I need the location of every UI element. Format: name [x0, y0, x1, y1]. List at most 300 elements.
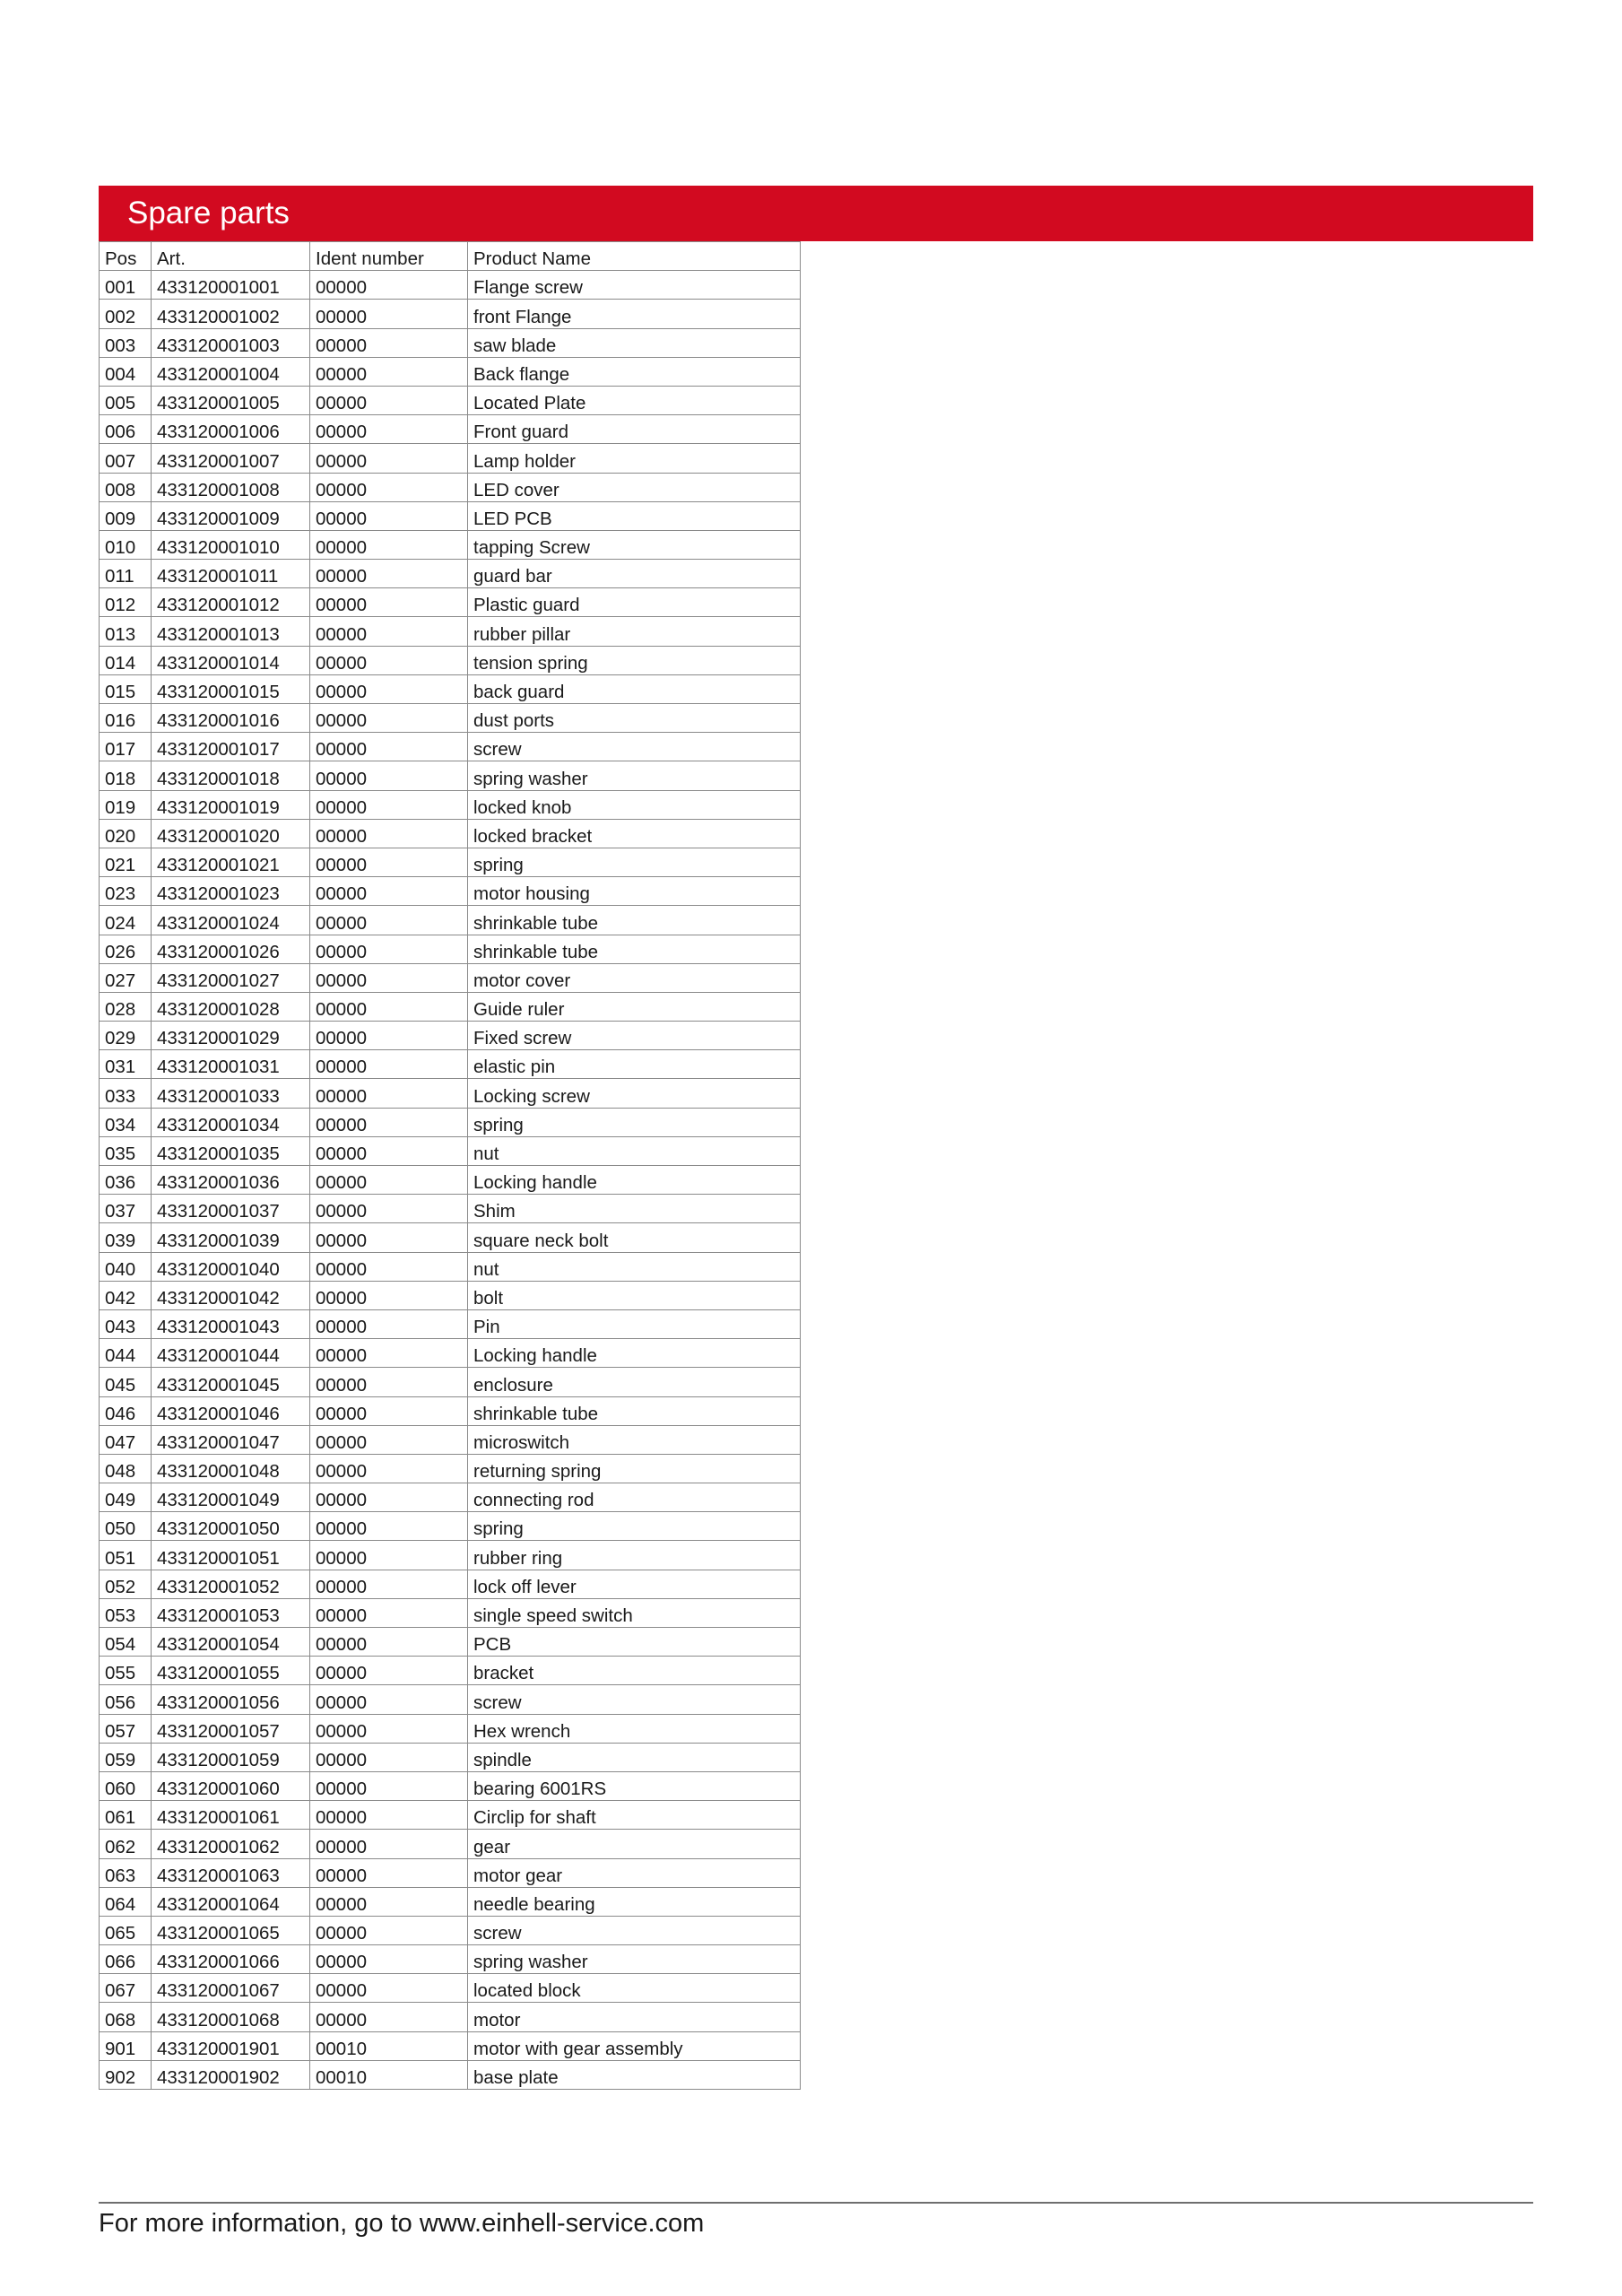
cell-art: 433120001018 — [152, 761, 310, 790]
cell-pos: 015 — [100, 674, 152, 703]
table-row — [100, 530, 801, 559]
cell-art: 433120001027 — [152, 963, 310, 992]
cell-pos: 901 — [100, 2031, 152, 2060]
cell-art: 433120001008 — [152, 473, 310, 501]
cell-ident-number: 00000 — [310, 617, 468, 646]
cell-ident-number: 00000 — [310, 1223, 468, 1252]
cell-pos: 026 — [100, 935, 152, 963]
cell-art: 433120001065 — [152, 1916, 310, 1944]
cell-product-name: bracket — [468, 1657, 801, 1685]
cell-pos: 050 — [100, 1512, 152, 1541]
cell-art: 433120001014 — [152, 646, 310, 674]
table-row — [100, 906, 801, 935]
cell-product-name: Circlip for shaft — [468, 1801, 801, 1830]
cell-art: 433120001028 — [152, 992, 310, 1021]
table-row — [100, 1252, 801, 1281]
cell-ident-number: 00000 — [310, 1195, 468, 1223]
cell-art: 433120001048 — [152, 1454, 310, 1483]
cell-pos: 063 — [100, 1858, 152, 1887]
cell-pos: 051 — [100, 1541, 152, 1570]
cell-product-name: screw — [468, 1916, 801, 1944]
section-header-bar — [99, 186, 1533, 241]
cell-ident-number: 00000 — [310, 501, 468, 530]
table-row — [100, 1454, 801, 1483]
cell-pos: 001 — [100, 271, 152, 300]
table-row — [100, 1195, 801, 1223]
table-row — [100, 761, 801, 790]
cell-product-name: single speed switch — [468, 1598, 801, 1627]
cell-pos: 057 — [100, 1714, 152, 1743]
cell-ident-number: 00000 — [310, 328, 468, 357]
cell-ident-number: 00000 — [310, 588, 468, 617]
cell-ident-number: 00000 — [310, 300, 468, 328]
table-row — [100, 646, 801, 674]
cell-product-name: motor with gear assembly — [468, 2031, 801, 2060]
cell-ident-number: 00000 — [310, 386, 468, 414]
cell-art: 433120001050 — [152, 1512, 310, 1541]
cell-product-name: shrinkable tube — [468, 1396, 801, 1425]
footer-info-text: For more information, go to www.einhell-service.com — [99, 2209, 705, 2238]
cell-product-name: Hex wrench — [468, 1714, 801, 1743]
cell-product-name: shrinkable tube — [468, 906, 801, 935]
cell-pos: 023 — [100, 877, 152, 906]
cell-product-name: rubber pillar — [468, 617, 801, 646]
cell-art: 433120001049 — [152, 1483, 310, 1512]
cell-product-name: dust ports — [468, 704, 801, 733]
column-header-pos: Pos — [100, 242, 152, 271]
table-row — [100, 560, 801, 588]
table-row — [100, 501, 801, 530]
cell-pos: 066 — [100, 1945, 152, 1974]
cell-product-name: enclosure — [468, 1368, 801, 1396]
cell-art: 433120001035 — [152, 1136, 310, 1165]
cell-pos: 006 — [100, 415, 152, 444]
cell-art: 433120001057 — [152, 1714, 310, 1743]
cell-art: 433120001040 — [152, 1252, 310, 1281]
cell-pos: 002 — [100, 300, 152, 328]
cell-ident-number: 00000 — [310, 1309, 468, 1338]
cell-product-name: square neck bolt — [468, 1223, 801, 1252]
cell-product-name: Pin — [468, 1309, 801, 1338]
cell-product-name: motor cover — [468, 963, 801, 992]
cell-pos: 045 — [100, 1368, 152, 1396]
cell-pos: 060 — [100, 1771, 152, 1800]
cell-pos: 020 — [100, 819, 152, 848]
cell-product-name: nut — [468, 1136, 801, 1165]
cell-pos: 047 — [100, 1425, 152, 1454]
cell-product-name: Back flange — [468, 357, 801, 386]
table-row — [100, 1108, 801, 1136]
cell-pos: 003 — [100, 328, 152, 357]
cell-pos: 012 — [100, 588, 152, 617]
cell-pos: 013 — [100, 617, 152, 646]
cell-product-name: LED PCB — [468, 501, 801, 530]
cell-art: 433120001031 — [152, 1050, 310, 1079]
cell-pos: 031 — [100, 1050, 152, 1079]
table-row — [100, 2060, 801, 2089]
cell-product-name: front Flange — [468, 300, 801, 328]
cell-art: 433120001046 — [152, 1396, 310, 1425]
table-row — [100, 1339, 801, 1368]
cell-ident-number: 00000 — [310, 1050, 468, 1079]
cell-pos: 902 — [100, 2060, 152, 2089]
cell-product-name: spring — [468, 1512, 801, 1541]
table-row — [100, 1309, 801, 1338]
cell-product-name: needle bearing — [468, 1887, 801, 1916]
cell-ident-number: 00000 — [310, 2003, 468, 2031]
table-row — [100, 1830, 801, 1858]
cell-pos: 004 — [100, 357, 152, 386]
table-row — [100, 300, 801, 328]
cell-ident-number: 00000 — [310, 1771, 468, 1800]
table-row — [100, 935, 801, 963]
cell-art: 433120001067 — [152, 1974, 310, 2003]
table-row — [100, 2003, 801, 2031]
cell-product-name: Locking screw — [468, 1079, 801, 1108]
table-row — [100, 1657, 801, 1685]
table-row — [100, 328, 801, 357]
table-row — [100, 357, 801, 386]
cell-art: 433120001047 — [152, 1425, 310, 1454]
table-row — [100, 617, 801, 646]
cell-product-name: saw blade — [468, 328, 801, 357]
table-row — [100, 1483, 801, 1512]
table-row — [100, 1945, 801, 1974]
cell-ident-number: 00000 — [310, 935, 468, 963]
cell-art: 433120001005 — [152, 386, 310, 414]
table-row — [100, 790, 801, 819]
cell-product-name: spring washer — [468, 1945, 801, 1974]
cell-product-name: Plastic guard — [468, 588, 801, 617]
cell-product-name: Guide ruler — [468, 992, 801, 1021]
cell-ident-number: 00000 — [310, 1454, 468, 1483]
cell-ident-number: 00000 — [310, 1887, 468, 1916]
cell-ident-number: 00000 — [310, 1339, 468, 1368]
cell-product-name: locked knob — [468, 790, 801, 819]
cell-pos: 044 — [100, 1339, 152, 1368]
cell-art: 433120001010 — [152, 530, 310, 559]
table-row — [100, 992, 801, 1021]
table-row — [100, 1771, 801, 1800]
cell-ident-number: 00000 — [310, 790, 468, 819]
cell-art: 433120001052 — [152, 1570, 310, 1598]
cell-pos: 065 — [100, 1916, 152, 1944]
table-row — [100, 1598, 801, 1627]
cell-ident-number: 00000 — [310, 992, 468, 1021]
table-row — [100, 733, 801, 761]
cell-ident-number: 00000 — [310, 1136, 468, 1165]
cell-pos: 011 — [100, 560, 152, 588]
cell-product-name: tapping Screw — [468, 530, 801, 559]
table-row — [100, 271, 801, 300]
cell-product-name: Locking handle — [468, 1339, 801, 1368]
section-title: Spare parts — [127, 196, 290, 230]
cell-art: 433120001902 — [152, 2060, 310, 2089]
table-row — [100, 704, 801, 733]
cell-art: 433120001068 — [152, 2003, 310, 2031]
cell-art: 433120001064 — [152, 1887, 310, 1916]
cell-pos: 034 — [100, 1108, 152, 1136]
cell-ident-number: 00000 — [310, 1281, 468, 1309]
cell-art: 433120001021 — [152, 848, 310, 876]
cell-art: 433120001060 — [152, 1771, 310, 1800]
cell-ident-number: 00000 — [310, 530, 468, 559]
cell-ident-number: 00000 — [310, 1166, 468, 1195]
table-row — [100, 415, 801, 444]
cell-product-name: screw — [468, 733, 801, 761]
cell-product-name: Front guard — [468, 415, 801, 444]
cell-art: 433120001066 — [152, 1945, 310, 1974]
cell-ident-number: 00000 — [310, 560, 468, 588]
cell-product-name: base plate — [468, 2060, 801, 2089]
cell-art: 433120001020 — [152, 819, 310, 848]
cell-art: 433120001015 — [152, 674, 310, 703]
table-row — [100, 1974, 801, 2003]
cell-pos: 017 — [100, 733, 152, 761]
table-row — [100, 1570, 801, 1598]
table-row — [100, 1628, 801, 1657]
cell-ident-number: 00000 — [310, 646, 468, 674]
cell-product-name: rubber ring — [468, 1541, 801, 1570]
cell-ident-number: 00000 — [310, 1858, 468, 1887]
cell-art: 433120001007 — [152, 444, 310, 473]
cell-product-name: located block — [468, 1974, 801, 2003]
cell-art: 433120001045 — [152, 1368, 310, 1396]
cell-pos: 035 — [100, 1136, 152, 1165]
cell-product-name: screw — [468, 1685, 801, 1714]
table-row — [100, 1223, 801, 1252]
cell-product-name: bearing 6001RS — [468, 1771, 801, 1800]
cell-ident-number: 00000 — [310, 357, 468, 386]
cell-art: 433120001056 — [152, 1685, 310, 1714]
table-row — [100, 963, 801, 992]
cell-product-name: spring — [468, 1108, 801, 1136]
cell-ident-number: 00000 — [310, 761, 468, 790]
cell-pos: 007 — [100, 444, 152, 473]
cell-ident-number: 00000 — [310, 473, 468, 501]
cell-product-name: lock off lever — [468, 1570, 801, 1598]
cell-product-name: Shim — [468, 1195, 801, 1223]
table-row — [100, 1396, 801, 1425]
cell-ident-number: 00000 — [310, 1685, 468, 1714]
cell-pos: 010 — [100, 530, 152, 559]
table-row — [100, 1512, 801, 1541]
cell-product-name: microswitch — [468, 1425, 801, 1454]
cell-pos: 029 — [100, 1022, 152, 1050]
cell-pos: 059 — [100, 1743, 152, 1771]
cell-ident-number: 00010 — [310, 2060, 468, 2089]
cell-product-name: guard bar — [468, 560, 801, 588]
cell-ident-number: 00000 — [310, 704, 468, 733]
cell-art: 433120001004 — [152, 357, 310, 386]
cell-ident-number: 00000 — [310, 444, 468, 473]
cell-pos: 024 — [100, 906, 152, 935]
cell-art: 433120001042 — [152, 1281, 310, 1309]
cell-ident-number: 00000 — [310, 1022, 468, 1050]
cell-ident-number: 00000 — [310, 963, 468, 992]
cell-pos: 033 — [100, 1079, 152, 1108]
table-row — [100, 1136, 801, 1165]
cell-pos: 048 — [100, 1454, 152, 1483]
cell-pos: 054 — [100, 1628, 152, 1657]
cell-art: 433120001006 — [152, 415, 310, 444]
cell-art: 433120001003 — [152, 328, 310, 357]
cell-pos: 018 — [100, 761, 152, 790]
table-row — [100, 473, 801, 501]
cell-pos: 043 — [100, 1309, 152, 1338]
table-row — [100, 819, 801, 848]
cell-ident-number: 00000 — [310, 415, 468, 444]
table-row — [100, 2031, 801, 2060]
cell-art: 433120001024 — [152, 906, 310, 935]
cell-art: 433120001039 — [152, 1223, 310, 1252]
table-row — [100, 588, 801, 617]
cell-ident-number: 00000 — [310, 906, 468, 935]
cell-product-name: Lamp holder — [468, 444, 801, 473]
table-row — [100, 1887, 801, 1916]
cell-ident-number: 00000 — [310, 1714, 468, 1743]
cell-pos: 053 — [100, 1598, 152, 1627]
cell-art: 433120001062 — [152, 1830, 310, 1858]
cell-pos: 036 — [100, 1166, 152, 1195]
cell-ident-number: 00000 — [310, 1512, 468, 1541]
cell-pos: 067 — [100, 1974, 152, 2003]
table-row — [100, 1281, 801, 1309]
cell-art: 433120001026 — [152, 935, 310, 963]
cell-ident-number: 00000 — [310, 1570, 468, 1598]
cell-art: 433120001034 — [152, 1108, 310, 1136]
cell-ident-number: 00000 — [310, 1974, 468, 2003]
table-row — [100, 1685, 801, 1714]
cell-art: 433120001019 — [152, 790, 310, 819]
cell-ident-number: 00000 — [310, 271, 468, 300]
cell-pos: 049 — [100, 1483, 152, 1512]
cell-pos: 046 — [100, 1396, 152, 1425]
table-row — [100, 1916, 801, 1944]
cell-ident-number: 00000 — [310, 1830, 468, 1858]
cell-art: 433120001002 — [152, 300, 310, 328]
cell-pos: 052 — [100, 1570, 152, 1598]
cell-art: 433120001901 — [152, 2031, 310, 2060]
cell-product-name: Located Plate — [468, 386, 801, 414]
cell-ident-number: 00000 — [310, 848, 468, 876]
cell-art: 433120001011 — [152, 560, 310, 588]
cell-product-name: spindle — [468, 1743, 801, 1771]
cell-art: 433120001055 — [152, 1657, 310, 1685]
cell-product-name: elastic pin — [468, 1050, 801, 1079]
table-row — [100, 877, 801, 906]
cell-product-name: Locking handle — [468, 1166, 801, 1195]
cell-ident-number: 00000 — [310, 1945, 468, 1974]
cell-ident-number: 00000 — [310, 1743, 468, 1771]
cell-pos: 040 — [100, 1252, 152, 1281]
cell-ident-number: 00000 — [310, 819, 468, 848]
cell-art: 433120001013 — [152, 617, 310, 646]
cell-art: 433120001033 — [152, 1079, 310, 1108]
cell-product-name: locked bracket — [468, 819, 801, 848]
cell-product-name: tension spring — [468, 646, 801, 674]
cell-pos: 016 — [100, 704, 152, 733]
cell-ident-number: 00000 — [310, 1108, 468, 1136]
cell-product-name: returning spring — [468, 1454, 801, 1483]
cell-product-name: Fixed screw — [468, 1022, 801, 1050]
cell-art: 433120001029 — [152, 1022, 310, 1050]
cell-ident-number: 00000 — [310, 1801, 468, 1830]
cell-pos: 037 — [100, 1195, 152, 1223]
column-header-ident-number: Ident number — [310, 242, 468, 271]
table-row — [100, 1079, 801, 1108]
cell-product-name: spring washer — [468, 761, 801, 790]
cell-pos: 009 — [100, 501, 152, 530]
table-row — [100, 1801, 801, 1830]
cell-art: 433120001016 — [152, 704, 310, 733]
cell-art: 433120001054 — [152, 1628, 310, 1657]
cell-art: 433120001053 — [152, 1598, 310, 1627]
table-row — [100, 1425, 801, 1454]
cell-art: 433120001017 — [152, 733, 310, 761]
cell-ident-number: 00000 — [310, 1598, 468, 1627]
cell-product-name: nut — [468, 1252, 801, 1281]
table-row — [100, 1050, 801, 1079]
table-header-row — [100, 242, 801, 271]
table-row — [100, 1166, 801, 1195]
spare-parts-table — [99, 241, 801, 2090]
cell-art: 433120001009 — [152, 501, 310, 530]
cell-art: 433120001037 — [152, 1195, 310, 1223]
cell-art: 433120001059 — [152, 1743, 310, 1771]
cell-product-name: LED cover — [468, 473, 801, 501]
cell-ident-number: 00000 — [310, 674, 468, 703]
column-header-art: Art. — [152, 242, 310, 271]
cell-ident-number: 00000 — [310, 1483, 468, 1512]
table-row — [100, 1368, 801, 1396]
cell-pos: 062 — [100, 1830, 152, 1858]
cell-art: 433120001051 — [152, 1541, 310, 1570]
cell-ident-number: 00000 — [310, 1396, 468, 1425]
table-body — [100, 271, 801, 2090]
table-row — [100, 386, 801, 414]
table-row — [100, 1022, 801, 1050]
cell-product-name: Flange screw — [468, 271, 801, 300]
cell-ident-number: 00000 — [310, 1368, 468, 1396]
cell-pos: 027 — [100, 963, 152, 992]
cell-art: 433120001023 — [152, 877, 310, 906]
cell-product-name: gear — [468, 1830, 801, 1858]
cell-product-name: PCB — [468, 1628, 801, 1657]
cell-pos: 056 — [100, 1685, 152, 1714]
cell-art: 433120001063 — [152, 1858, 310, 1887]
cell-pos: 021 — [100, 848, 152, 876]
cell-ident-number: 00000 — [310, 1628, 468, 1657]
cell-product-name: spring — [468, 848, 801, 876]
cell-art: 433120001001 — [152, 271, 310, 300]
cell-ident-number: 00000 — [310, 733, 468, 761]
cell-art: 433120001044 — [152, 1339, 310, 1368]
cell-ident-number: 00000 — [310, 877, 468, 906]
cell-pos: 028 — [100, 992, 152, 1021]
cell-pos: 068 — [100, 2003, 152, 2031]
cell-product-name: connecting rod — [468, 1483, 801, 1512]
table-row — [100, 1714, 801, 1743]
cell-ident-number: 00000 — [310, 1916, 468, 1944]
cell-pos: 055 — [100, 1657, 152, 1685]
cell-pos: 008 — [100, 473, 152, 501]
cell-product-name: shrinkable tube — [468, 935, 801, 963]
column-header-product-name: Product Name — [468, 242, 801, 271]
cell-art: 433120001012 — [152, 588, 310, 617]
cell-art: 433120001043 — [152, 1309, 310, 1338]
table-row — [100, 444, 801, 473]
